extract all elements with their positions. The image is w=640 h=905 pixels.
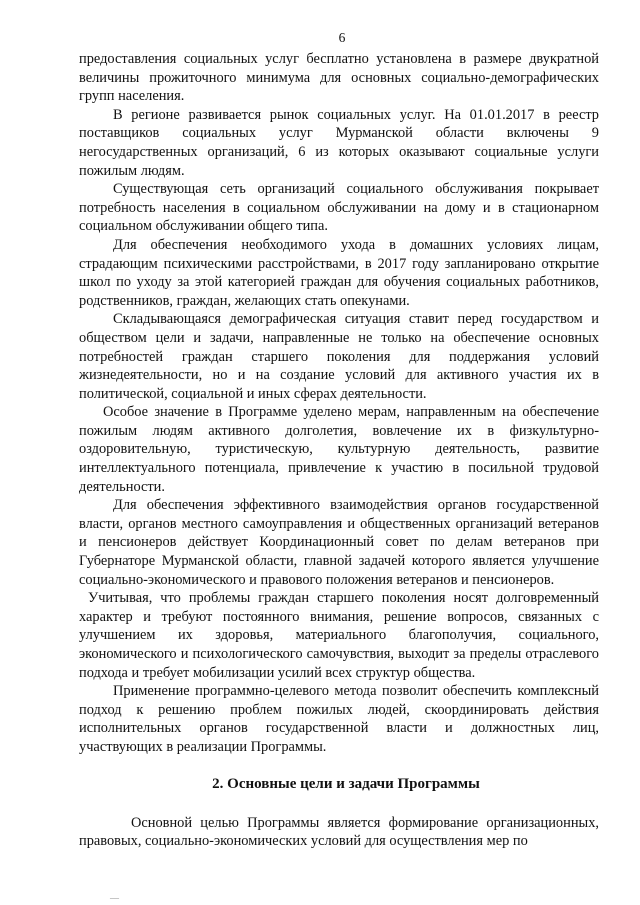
footer-mark: — bbox=[110, 893, 119, 903]
paragraph-program-method: Применение программно-целевого метода позволит обеспечить комплексный подход к решению проблем пожилых людей, скоординировать действия исполнительных органов государственной власти и должностных лиц, участвующих в реализации Программы. bbox=[79, 683, 599, 755]
paragraph-long-term-problems: Учитывая, что проблемы граждан старшего поколения носят долговременный характер и требуют постоянного внимания, решение вопросов, связанных с улучшением их здоровья, материального благополучия, социального, экономического и психологического самочувствия, выходит за пределы отраслевого подхода и требует мобилизации усилий всех структур общества. bbox=[79, 590, 599, 681]
paragraph-social-services-cost: предоставления социальных услуг бесплатно установлена в размере двукратной величины прожиточного минимума для основных социально-демографических групп населения. bbox=[79, 51, 599, 105]
paragraph-services-market: В регионе развивается рынок социальных услуг. На 01.01.2017 в реестр поставщиков социальных услуг Мурманской области включены 9 негосударственных организаций, 6 из которых оказывают социальные услуги пожилым людям. bbox=[79, 106, 599, 179]
page-number: 6 bbox=[338, 30, 346, 45]
paragraph-service-network: Существующая сеть организаций социального обслуживания покрывает потребность населения в социальном обслуживании на дому и в стационарном социальном обслуживании общего типа. bbox=[79, 181, 599, 235]
section-heading: 2. Основные цели и задачи Программы bbox=[212, 775, 480, 792]
paragraph-coordination-council: Для обеспечения эффективного взаимодействия органов государственной власти, органов местного самоуправления и общественных организаций ветеранов и пенсионеров действует Координационный совет по делам ветеранов при Губернаторе Мурманской области, главной задачей которого является улучшение социально-экономического и правового положения ветеранов и пенсионеров. bbox=[79, 497, 599, 588]
paragraph-home-care: Для обеспечения необходимого ухода в домашних условиях лицам, страдающим психическими расстройствами, в 2017 году запланировано открытие школ по уходу за этой категорией граждан для обучения социальных работников, родственников, граждан, желающих стать опекунами. bbox=[79, 236, 599, 309]
paragraph-main-goal: Основной целью Программы является формирование организационных, правовых, социально-экономических условий для осуществления мер по bbox=[79, 814, 599, 850]
paragraph-demographic-situation: Складывающаяся демографическая ситуация ставит перед государством и обществом цели и задачи, направленные не только на обеспечение основных потребностей граждан старшего поколения для поддержания условий жизнедеятельности, но и на создание условий для активного участия их в политической, социальной и иных сферах деятельности. bbox=[79, 311, 599, 402]
paragraph-active-longevity: Особое значение в Программе уделено мерам, направленным на обеспечение пожилым людям активного долголетия, вовлечение их в физкультурно-оздоровительную, туристическую, культурную деятельность, развитие интеллектуального потенциала, привлечение к участию в посильной трудовой деятельности. bbox=[79, 404, 599, 495]
